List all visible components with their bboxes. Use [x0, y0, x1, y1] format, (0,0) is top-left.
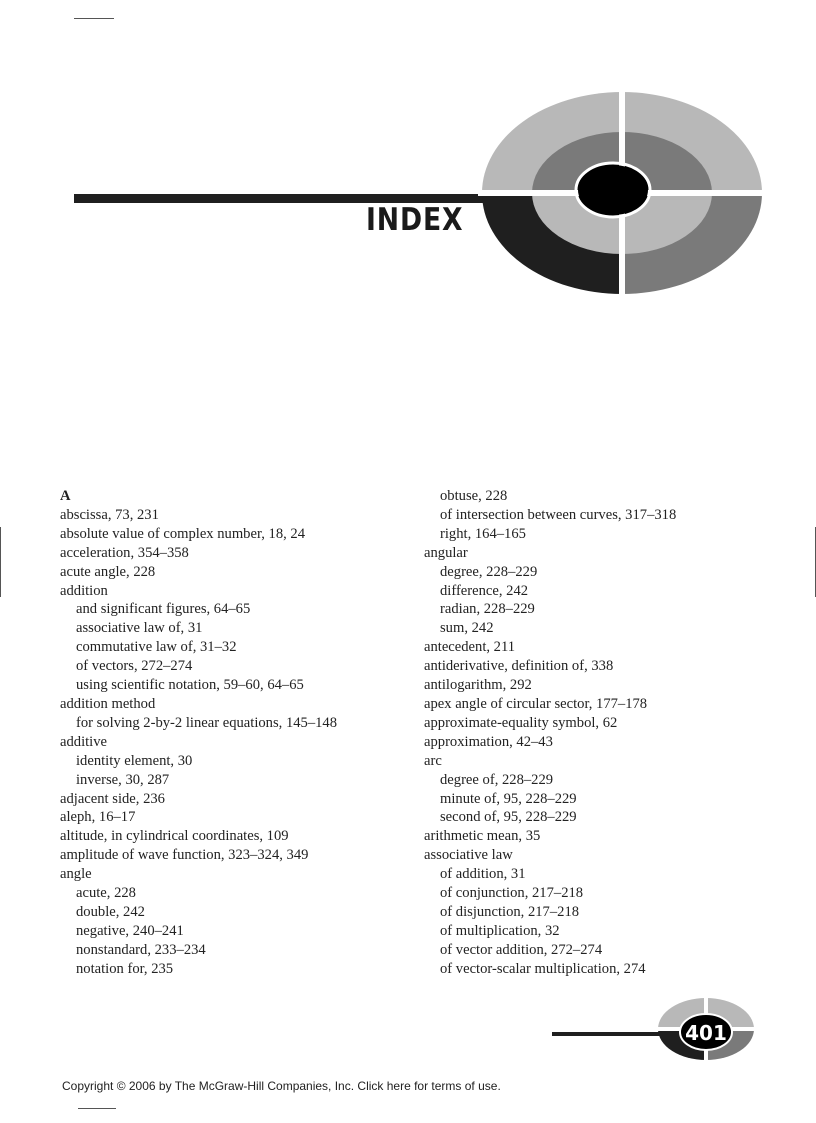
- index-entry: angle: [60, 866, 92, 883]
- index-entry: altitude, in cylindrical coordinates, 109: [60, 828, 289, 845]
- index-entry: apex angle of circular sector, 177–178: [424, 695, 648, 712]
- index-entry: aleph, 16–17: [60, 809, 136, 826]
- index-subentry: negative, 240–241: [76, 922, 184, 939]
- page-number-graphic: [540, 995, 770, 1067]
- index-subentry: radian, 228–229: [440, 601, 535, 618]
- index-subentry: for solving 2-by-2 linear equations, 145–148: [76, 714, 338, 731]
- index-subentry: of disjunction, 217–218: [440, 903, 580, 920]
- index-entry: arithmetic mean, 35: [424, 828, 541, 845]
- index-letter-heading: A: [60, 488, 71, 504]
- index-subentry: right, 164–165: [440, 525, 526, 542]
- index-subentry: degree of, 228–229: [440, 771, 554, 788]
- index-entry: adjacent side, 236: [60, 790, 165, 807]
- index-subentry: difference, 242: [440, 582, 529, 599]
- index-subentry: nonstandard, 233–234: [76, 941, 206, 958]
- index-entry: addition: [60, 582, 108, 599]
- index-subentry: of intersection between curves, 317–318: [440, 506, 677, 523]
- index-subentry: minute of, 95, 228–229: [440, 790, 577, 807]
- index-subentry: sum, 242: [440, 620, 494, 637]
- index-subentry: double, 242: [76, 903, 145, 920]
- index-entry: approximation, 42–43: [424, 733, 553, 750]
- index-subentry: obtuse, 228: [440, 488, 508, 504]
- index-entry: additive: [60, 733, 108, 750]
- crop-mark-bottom: [78, 1108, 116, 1109]
- index-entry: arc: [424, 752, 442, 769]
- index-subentry: second of, 95, 228–229: [440, 809, 577, 826]
- index-column-left: [60, 487, 410, 979]
- index-entry: associative law: [424, 847, 513, 864]
- index-subentry: acute, 228: [76, 885, 136, 902]
- index-entry: approximate-equality symbol, 62: [424, 714, 618, 731]
- index-subentry: of vector-scalar multiplication, 274: [440, 960, 646, 977]
- index-subentry: of vectors, 272–274: [76, 658, 193, 675]
- copyright-notice: Copyright © 2006 by The McGraw-Hill Companies, Inc. Click here for terms of use.: [62, 1079, 501, 1093]
- index-subentry: and significant figures, 64–65: [76, 601, 251, 618]
- page-number: 401: [685, 1021, 727, 1045]
- index-column-right: [424, 487, 774, 979]
- index-entry: antilogarithm, 292: [424, 677, 532, 694]
- index-subentry: of addition, 31: [440, 866, 526, 883]
- index-subentry: identity element, 30: [76, 752, 193, 769]
- index-entry: antiderivative, definition of, 338: [424, 658, 614, 675]
- header-target-graphic: [0, 0, 816, 320]
- page-title: INDEX: [366, 202, 464, 238]
- index-entry: abscissa, 73, 231: [60, 506, 159, 523]
- index-entry: absolute value of complex number, 18, 24: [60, 525, 306, 542]
- index-subentry: degree, 228–229: [440, 563, 538, 580]
- index-subentry: commutative law of, 31–32: [76, 639, 237, 656]
- index-subentry: of vector addition, 272–274: [440, 941, 603, 958]
- index-entry: antecedent, 211: [424, 639, 516, 656]
- index-entry: acute angle, 228: [60, 563, 156, 580]
- index-entry: acceleration, 354–358: [60, 544, 189, 561]
- index-subentry: of multiplication, 32: [440, 922, 560, 939]
- index-subentry: notation for, 235: [76, 960, 174, 977]
- crop-mark-left: [0, 527, 1, 597]
- index-subentry: associative law of, 31: [76, 620, 203, 637]
- index-subentry: of conjunction, 217–218: [440, 885, 584, 902]
- index-entry: angular: [424, 544, 468, 561]
- index-entry: amplitude of wave function, 323–324, 349: [60, 847, 309, 864]
- index-entry: addition method: [60, 695, 156, 712]
- index-subentry: using scientific notation, 59–60, 64–65: [76, 677, 304, 694]
- index-subentry: inverse, 30, 287: [76, 771, 170, 788]
